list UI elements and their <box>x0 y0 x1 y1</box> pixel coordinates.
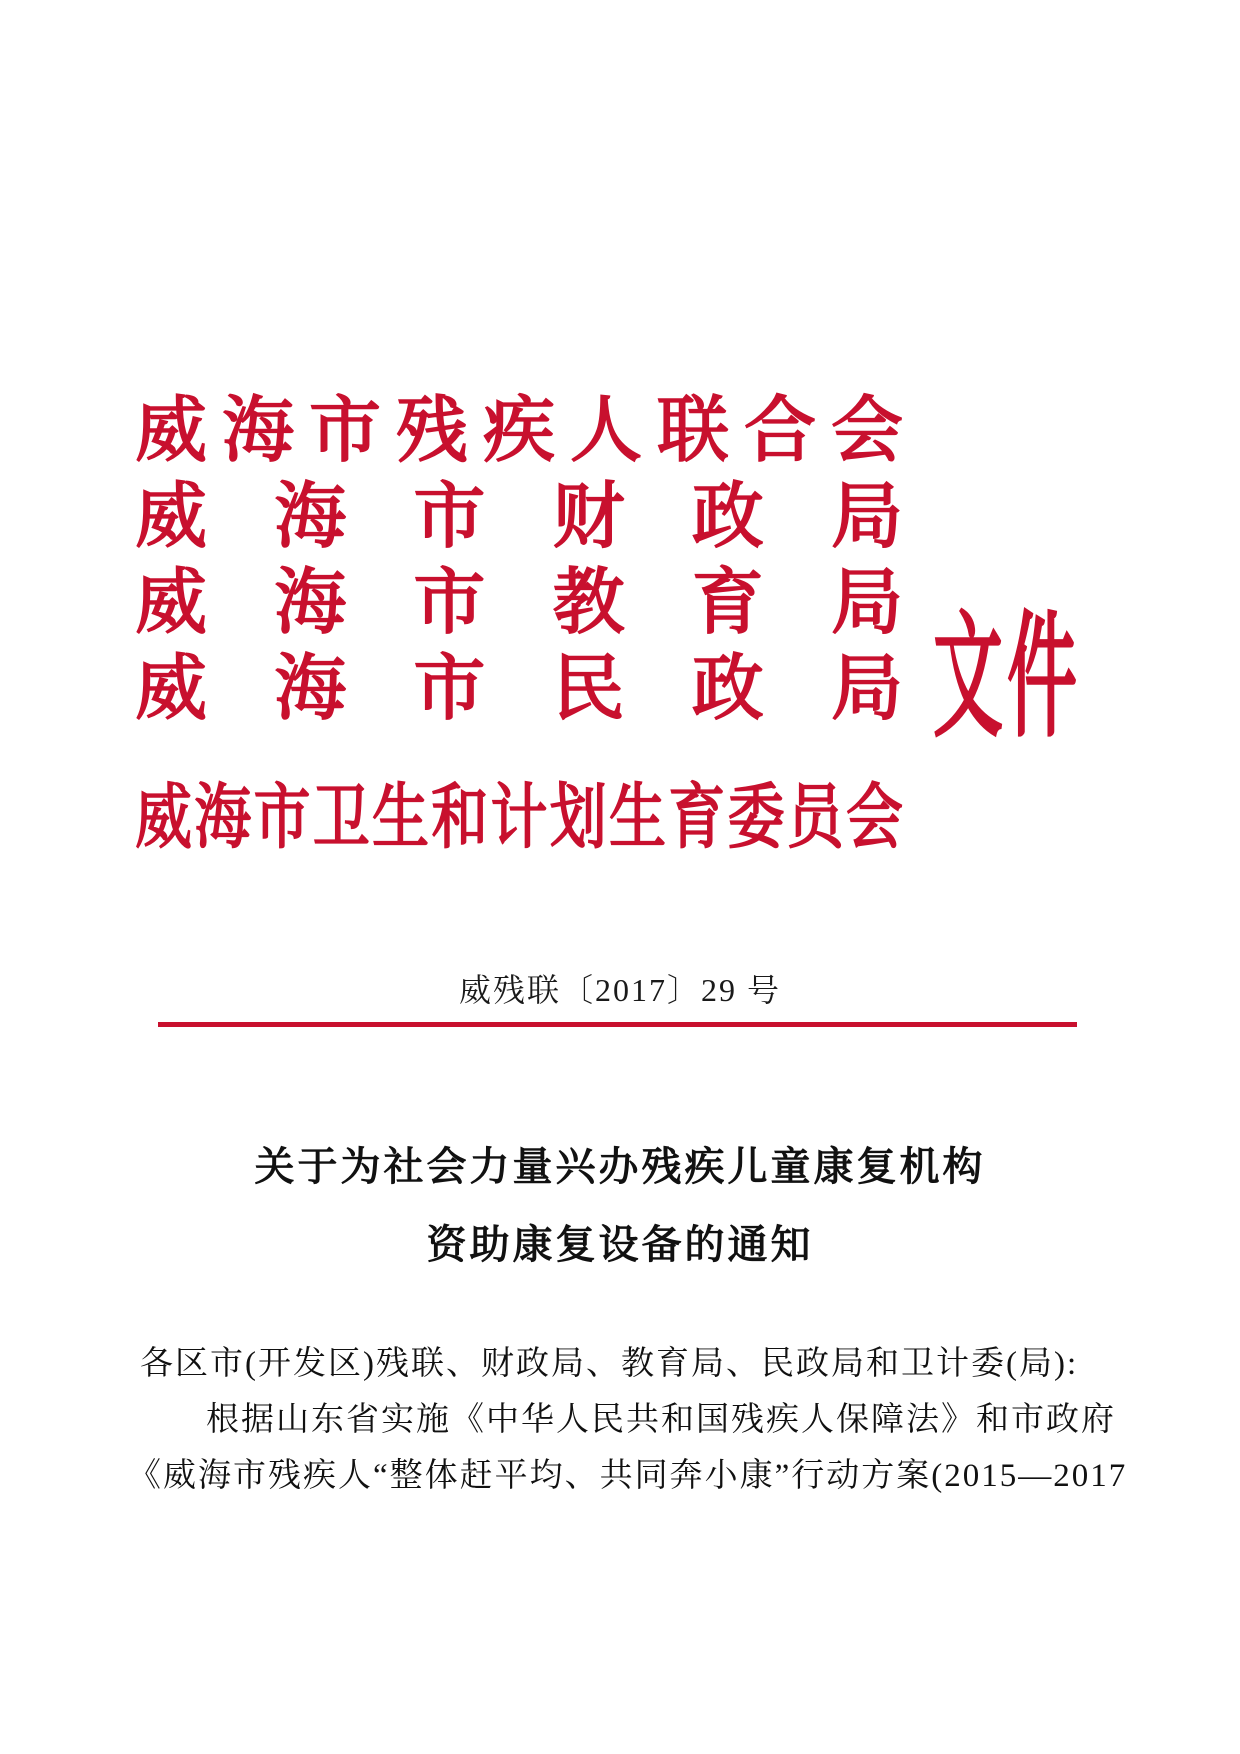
document-body <box>128 1336 1128 1504</box>
document-title-line-1: 关于为社会力量兴办残疾儿童康复机构 <box>254 1144 986 1189</box>
body-text-line: 根据山东省实施《中华人民共和国残疾人保障法》和市政府 <box>206 1402 1116 1438</box>
document-type-label: 文件 <box>933 605 1081 756</box>
letterhead-separator-line <box>158 1022 1077 1027</box>
document-title-line-2: 资助康复设备的通知 <box>426 1222 814 1267</box>
document-reference-number: 威残联〔2017〕29 号 <box>458 972 781 1008</box>
body-text-line: 《威海市残疾人“整体赶平均、共同奔小康”行动方案(2015—2017 <box>128 1458 1128 1494</box>
agency-name-finance-bureau: 威海市财政局 <box>135 477 903 557</box>
agency-name-disabled-persons-federation: 威海市残疾人联合会 <box>135 391 903 471</box>
agency-name-civil-affairs-bureau: 威海市民政局 <box>135 649 903 729</box>
agency-name-education-bureau: 威海市教育局 <box>135 563 903 643</box>
agency-name-health-family-planning-commission: 威海市卫生和计划生育委员会 <box>135 779 903 858</box>
letterhead-issuing-agencies <box>135 388 903 858</box>
document-title <box>0 1128 1240 1284</box>
salutation-line: 各区市(开发区)残联、财政局、教育局、民政局和卫计委(局): <box>140 1346 1079 1382</box>
